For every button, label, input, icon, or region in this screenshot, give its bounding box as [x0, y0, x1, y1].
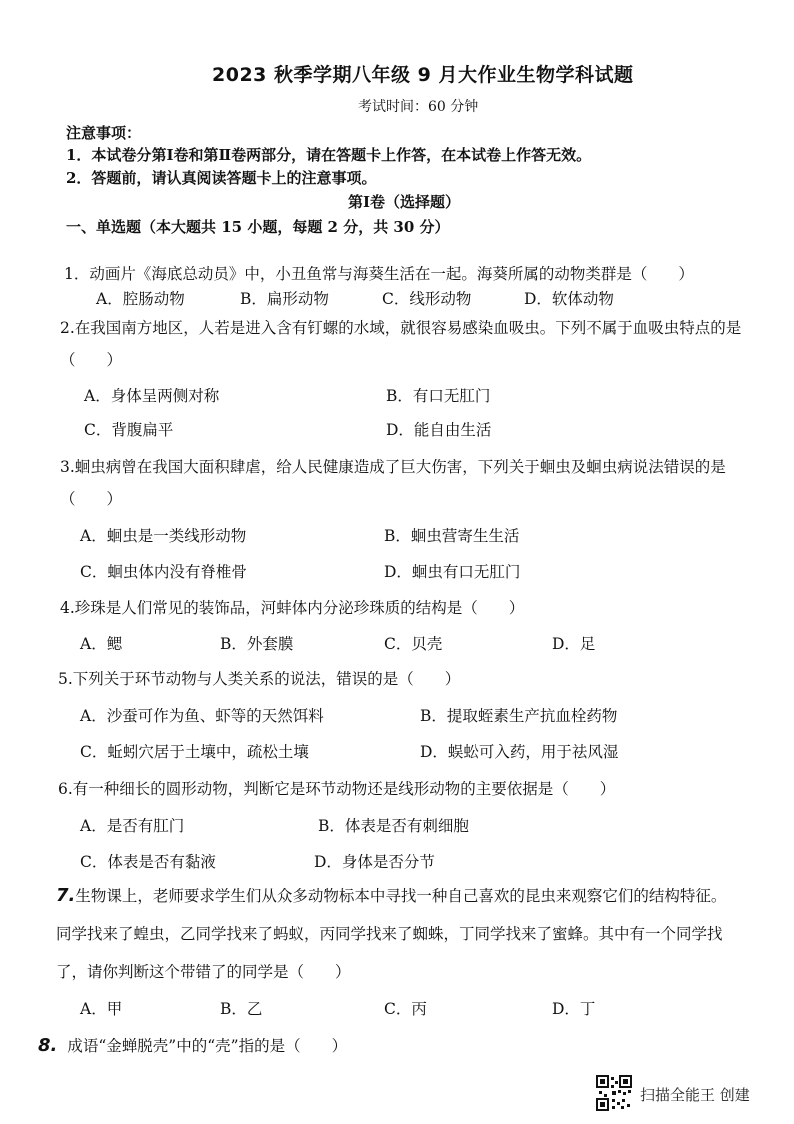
option-4c: C．贝壳 — [384, 635, 443, 653]
question-5 — [58, 667, 460, 689]
question-number: 7. — [56, 885, 76, 906]
option-1b: B．扁形动物 — [240, 290, 329, 308]
option-7b: B．乙 — [220, 1000, 263, 1018]
option-4d: D．足 — [552, 635, 596, 653]
question-number: 1． — [64, 265, 90, 283]
option-2b: B．有口无肛门 — [386, 387, 491, 405]
notes-heading: 注意事项： — [66, 124, 142, 142]
option-6a: A．是否有肛门 — [80, 817, 185, 835]
question-7-line-2: 同学找来了蝗虫，乙同学找来了蚂蚁，丙同学找来了蜘蛛，丁同学找来了蜜蜂。其中有一个同学找 — [56, 925, 723, 943]
option-3c: C．蛔虫体内没有脊椎骨 — [80, 563, 247, 581]
question-1 — [64, 262, 694, 284]
volume-title: 第Ⅰ卷（选择题） — [348, 193, 461, 211]
scanner-watermark: 扫描全能王 创建 — [640, 1086, 750, 1104]
exam-time: 考试时间：60 分钟 — [358, 99, 479, 115]
option-2d: D．能自由生活 — [386, 421, 492, 439]
question-stem: 有一种细长的圆形动物，判断它是环节动物还是线形动物的主要依据是（ ） — [72, 780, 616, 798]
question-stem: 在我国南方地区，人若是进入含有钉螺的水域，就很容易感染血吸虫。下列不属于血吸虫特点的是 — [74, 319, 742, 337]
option-2a: A．身体呈两侧对称 — [84, 387, 220, 405]
option-4a: A．鳃 — [80, 635, 123, 653]
page-title: 2023 秋季学期八年级 9 月大作业生物学科试题 — [212, 64, 634, 86]
option-6c: C．体表是否有黏液 — [80, 853, 216, 871]
question-stem: 动画片《海底总动员》中，小丑鱼常与海葵生活在一起。海葵所属的动物类群是（ ） — [89, 265, 694, 283]
option-6d: D．身体是否分节 — [314, 853, 435, 871]
option-5a: A．沙蚕可作为鱼、虾等的天然饵料 — [80, 707, 324, 725]
question-stem: 下列关于环节动物与人类关系的说法，错误的是（ ） — [72, 670, 461, 688]
option-7d: D．丁 — [552, 1000, 596, 1018]
part-title: 一、单选题（本大题共 15 小题，每题 2 分，共 30 分） — [66, 218, 450, 236]
question-number: 4. — [60, 599, 75, 617]
question-8 — [38, 1034, 347, 1056]
option-2c: C．背腹扁平 — [84, 421, 174, 439]
note-item-1: 1．本试卷分第Ⅰ卷和第Ⅱ卷两部分，请在答题卡上作答，在本试卷上作答无效。 — [66, 146, 592, 164]
question-number: 2. — [60, 319, 75, 337]
qr-code-icon-graphic — [596, 1075, 632, 1111]
option-3b: B．蛔虫营寄生生活 — [384, 527, 520, 545]
question-stem: 珍珠是人们常见的装饰品，河蚌体内分泌珍珠质的结构是（ ） — [74, 599, 525, 617]
question-number: 5. — [58, 670, 73, 688]
question-3 — [60, 455, 726, 477]
option-5c: C．蚯蚓穴居于土壤中，疏松土壤 — [80, 743, 309, 761]
scan-edge — [0, 0, 794, 6]
option-5d: D．蜈蚣可入药，用于祛风湿 — [420, 743, 619, 761]
option-7c: C．丙 — [384, 1000, 427, 1018]
question-stem: 生物课上，老师要求学生们从众多动物标本中寻找一种自己喜欢的昆虫来观察它们的结构特征。 — [75, 887, 727, 905]
option-1a: A．腔肠动物 — [96, 290, 185, 308]
option-3a: A．蛔虫是一类线形动物 — [80, 527, 247, 545]
question-stem: 蛔虫病曾在我国大面积肆虐，给人民健康造成了巨大伤害，下列关于蛔虫及蛔虫病说法错误的是 — [74, 458, 726, 476]
question-7 — [56, 884, 726, 906]
question-4 — [60, 596, 524, 618]
option-1c: C．线形动物 — [382, 290, 472, 308]
option-6b: B．体表是否有刺细胞 — [318, 817, 469, 835]
question-3-paren: （ ） — [60, 490, 123, 508]
question-7-line-3: 了，请你判断这个带错了的同学是（ ） — [56, 963, 351, 981]
question-number: 8. — [38, 1035, 58, 1056]
qr-code-icon — [596, 1075, 632, 1115]
question-2 — [60, 316, 741, 338]
question-number: 6. — [58, 780, 73, 798]
option-5b: B．提取蛭素生产抗血栓药物 — [420, 707, 618, 725]
question-number: 3. — [60, 458, 75, 476]
question-6 — [58, 777, 615, 799]
option-1d: D．软体动物 — [524, 290, 614, 308]
note-item-2: 2．答题前，请认真阅读答题卡上的注意事项。 — [66, 169, 377, 187]
option-4b: B．外套膜 — [220, 635, 294, 653]
option-3d: D．蛔虫有口无肛门 — [384, 563, 521, 581]
question-2-paren: （ ） — [60, 351, 123, 369]
question-stem: 成语“金蝉脱壳”中的“壳”指的是（ ） — [67, 1037, 348, 1055]
option-7a: A．甲 — [80, 1000, 123, 1018]
